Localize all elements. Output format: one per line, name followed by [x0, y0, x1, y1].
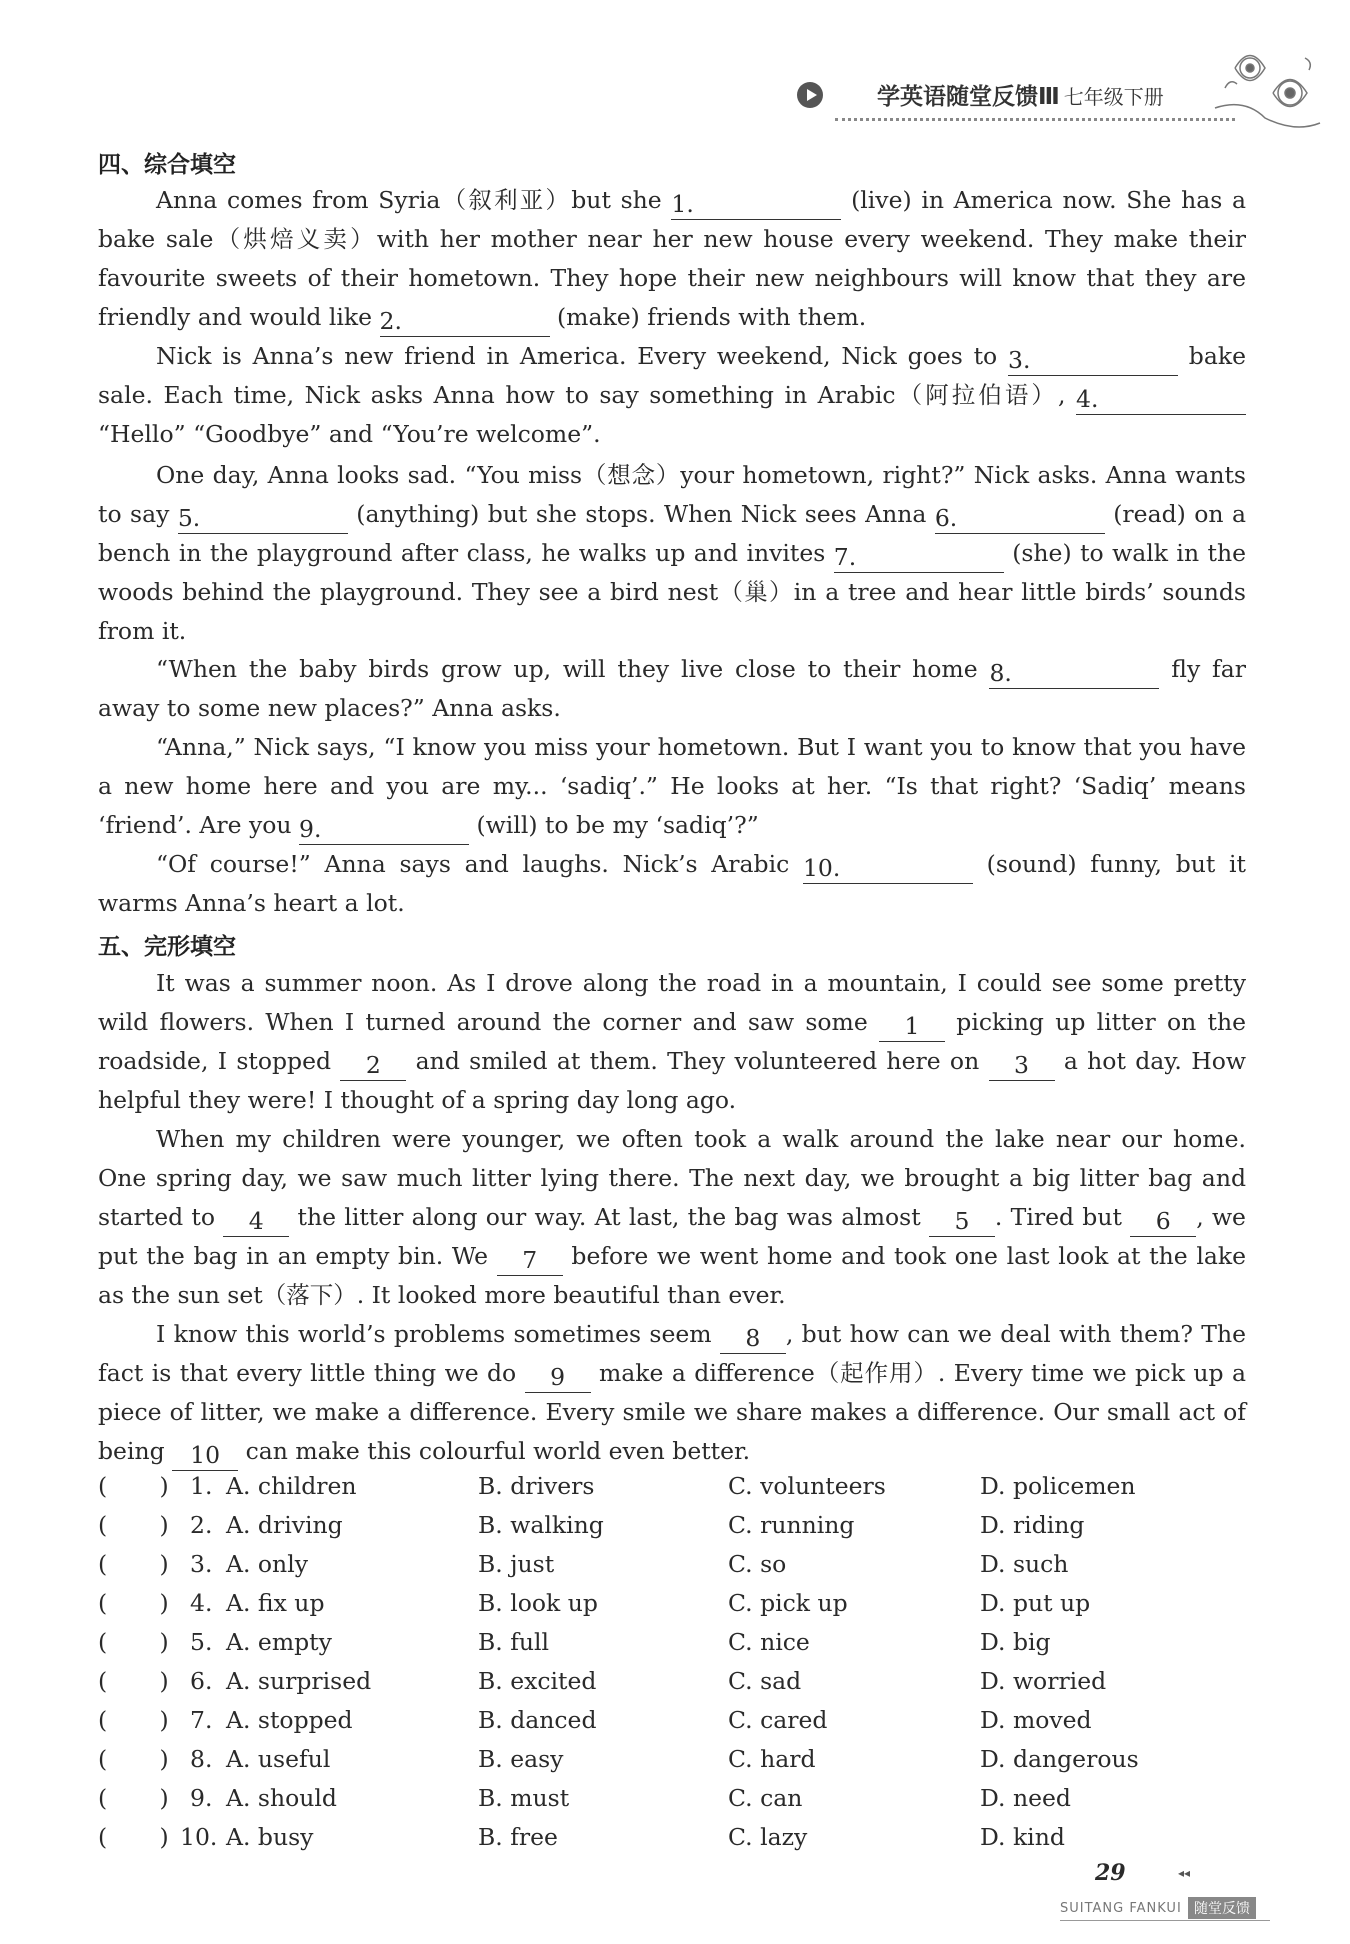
answer-blank-9[interactable]: 9.: [299, 814, 469, 845]
option-d[interactable]: D. need: [980, 1784, 1071, 1812]
option-a[interactable]: A. empty: [226, 1628, 332, 1656]
section-title-comprehensive-fill: 四、综合填空: [98, 152, 236, 178]
option-c[interactable]: C. so: [728, 1550, 787, 1578]
option-b[interactable]: B. excited: [478, 1667, 597, 1695]
option-d[interactable]: D. worried: [980, 1667, 1107, 1695]
option-b[interactable]: B. walking: [478, 1511, 604, 1539]
option-c[interactable]: C. cared: [728, 1706, 828, 1734]
s4-paragraph-3: One day, Anna looks sad. “You miss（想念）your hometown, right?” Nick asks. Anna wants to say 5. (anything) but she stops. When Nick sees Anna 6. (read) on a bench in the playground after class, he walks up and invites 7. (she) to walk in the woods behind the playground. They see a bird nest（巢）in a tree and hear little birds’ sounds from it.: [98, 461, 1247, 645]
option-b[interactable]: B. drivers: [478, 1472, 595, 1500]
cloze-blank-9[interactable]: 9: [525, 1362, 591, 1393]
answer-bracket[interactable]: ( ): [98, 1667, 169, 1695]
answer-blank-4[interactable]: 4.: [1076, 384, 1246, 415]
option-c[interactable]: C. nice: [728, 1628, 810, 1656]
option-c[interactable]: C. volunteers: [728, 1472, 886, 1500]
s4-paragraph-2: Nick is Anna’s new friend in America. Every weekend, Nick goes to 3. bake sale. Each time, Nick asks Anna how to say something in Arabic（阿拉伯语）, 4. “Hello” “Goodbye” and “You’re welcome”.: [98, 342, 1246, 448]
option-d[interactable]: D. put up: [980, 1589, 1091, 1617]
answer-blank-8[interactable]: 8.: [989, 658, 1159, 689]
option-b[interactable]: B. full: [478, 1628, 550, 1656]
option-row: ( ) 5. A. empty B. full C. nice D. big: [98, 1628, 1051, 1656]
series-badge: 随堂反馈: [1188, 1897, 1256, 1919]
option-c[interactable]: C. can: [728, 1784, 803, 1812]
option-row: ( ) 7. A. stopped B. danced C. cared D. moved: [98, 1706, 1092, 1734]
cloze-blank-7[interactable]: 7: [497, 1245, 563, 1276]
s4-paragraph-6: “Of course!” Anna says and laughs. Nick’s Arabic 10. (sound) funny, but it warms Anna’s heart a lot.: [98, 850, 1246, 917]
option-row: ( ) 6. A. surprised B. excited C. sad D. worried: [98, 1667, 1107, 1695]
answer-bracket[interactable]: ( ): [98, 1589, 169, 1617]
cloze-blank-2[interactable]: 2: [340, 1050, 406, 1081]
answer-bracket[interactable]: ( ): [98, 1745, 169, 1773]
answer-blank-5[interactable]: 5.: [178, 503, 348, 534]
option-a[interactable]: A. stopped: [226, 1706, 353, 1734]
flower-decoration-icon: [1205, 38, 1325, 138]
book-title: 学英语随堂反馈Ⅲ 七年级下册: [877, 84, 1164, 110]
option-row: ( ) 8. A. useful B. easy C. hard D. dangerous: [98, 1745, 1139, 1773]
answer-bracket[interactable]: ( ): [98, 1472, 169, 1500]
option-d[interactable]: D. dangerous: [980, 1745, 1139, 1773]
answer-blank-3[interactable]: 3.: [1008, 345, 1178, 376]
answer-blank-2[interactable]: 2.: [380, 306, 550, 337]
s4-paragraph-1: Anna comes from Syria（叙利亚）but she 1. (live) in America now. She has a bake sale（烘焙义卖）with her mother near her new house every weekend. They make their favourite sweets of their hometown. They hope their new neighbours will know that they are friendly and would like 2. (make) friends with them.: [98, 186, 1246, 335]
cloze-blank-10[interactable]: 10: [172, 1440, 238, 1471]
triangle-arrow-icon: ◂◂: [1178, 1866, 1191, 1880]
option-row: ( ) 2. A. driving B. walking C. running D. riding: [98, 1511, 1085, 1539]
option-b[interactable]: B. just: [478, 1550, 555, 1578]
option-row: ( ) 3. A. only B. just C. so D. such: [98, 1550, 1069, 1578]
option-a[interactable]: A. surprised: [226, 1667, 372, 1695]
answer-blank-1[interactable]: 1.: [671, 189, 841, 220]
answer-bracket[interactable]: ( ): [98, 1823, 169, 1851]
option-c[interactable]: C. sad: [728, 1667, 802, 1695]
option-d[interactable]: D. such: [980, 1550, 1069, 1578]
answer-bracket[interactable]: ( ): [98, 1511, 169, 1539]
cloze-blank-4[interactable]: 4: [223, 1206, 289, 1237]
cloze-blank-6[interactable]: 6: [1130, 1206, 1196, 1237]
option-row: ( ) 10. A. busy B. free C. lazy D. kind: [98, 1823, 1065, 1851]
page-header: [795, 78, 1235, 118]
option-a[interactable]: A. should: [226, 1784, 337, 1812]
option-a[interactable]: A. fix up: [226, 1589, 325, 1617]
answer-bracket[interactable]: ( ): [98, 1550, 169, 1578]
option-b[interactable]: B. look up: [478, 1589, 598, 1617]
cloze-blank-5[interactable]: 5: [929, 1206, 995, 1237]
series-pinyin: SUITANG FANKUI: [1060, 1901, 1182, 1916]
footer-rule: [1060, 1920, 1270, 1921]
page-number: 29: [1095, 1860, 1126, 1886]
option-c[interactable]: C. lazy: [728, 1823, 808, 1851]
option-d[interactable]: D. big: [980, 1628, 1051, 1656]
option-c[interactable]: C. hard: [728, 1745, 816, 1773]
option-d[interactable]: D. policemen: [980, 1472, 1136, 1500]
option-b[interactable]: B. easy: [478, 1745, 564, 1773]
s4-paragraph-4: “When the baby birds grow up, will they live close to their home 8. fly far away to some new places?” Anna asks.: [98, 655, 1246, 722]
answer-blank-7[interactable]: 7.: [834, 542, 1004, 573]
section-title-cloze: 五、完形填空: [98, 934, 236, 960]
option-a[interactable]: A. useful: [226, 1745, 331, 1773]
s4-paragraph-5: “Anna,” Nick says, “I know you miss your hometown. But I want you to know that you have a new home here and you are my... ‘sadiq’.” He looks at her. “Is that right? ‘Sadiq’ means ‘friend’. Are you 9. (will) to be my ‘sadiq’?”: [98, 733, 1246, 843]
option-row: ( ) 1. A. children B. drivers C. volunteers D. policemen: [98, 1472, 1136, 1500]
answer-blank-6[interactable]: 6.: [935, 503, 1105, 534]
option-row: ( ) 4. A. fix up B. look up C. pick up D. put up: [98, 1589, 1091, 1617]
cloze-blank-3[interactable]: 3: [989, 1050, 1055, 1081]
cloze-blank-8[interactable]: 8: [720, 1323, 786, 1354]
option-b[interactable]: B. free: [478, 1823, 558, 1851]
option-a[interactable]: A. busy: [226, 1823, 314, 1851]
option-a[interactable]: A. children: [226, 1472, 357, 1500]
answer-bracket[interactable]: ( ): [98, 1706, 169, 1734]
answer-blank-10[interactable]: 10.: [803, 853, 973, 884]
cloze-blank-1[interactable]: 1: [879, 1011, 945, 1042]
s5-paragraph-1: It was a summer noon. As I drove along the road in a mountain, I could see some pretty wild flowers. When I turned around the corner and saw some 1 picking up litter on the roadside, I stopped 2 and smiled at them. They volunteered here on 3 a hot day. How helpful they were! I thought of a spring day long ago.: [98, 969, 1247, 1114]
play-icon: [797, 82, 823, 108]
option-row: ( ) 9. A. should B. must C. can D. need: [98, 1784, 1071, 1812]
answer-bracket[interactable]: ( ): [98, 1628, 169, 1656]
answer-bracket[interactable]: ( ): [98, 1784, 169, 1812]
option-c[interactable]: C. running: [728, 1511, 855, 1539]
option-c[interactable]: C. pick up: [728, 1589, 848, 1617]
option-d[interactable]: D. moved: [980, 1706, 1092, 1734]
option-d[interactable]: D. riding: [980, 1511, 1085, 1539]
header-dotted-rule: [835, 118, 1235, 121]
option-a[interactable]: A. only: [226, 1550, 308, 1578]
cloze-options-list: [98, 1472, 1248, 1862]
option-b[interactable]: B. must: [478, 1784, 570, 1812]
option-d[interactable]: D. kind: [980, 1823, 1065, 1851]
option-b[interactable]: B. danced: [478, 1706, 597, 1734]
option-a[interactable]: A. driving: [226, 1511, 343, 1539]
s5-paragraph-3: I know this world’s problems sometimes seem 8 , but how can we deal with them? The fact is that every little thing we do 9 make a difference（起作用）. Every time we pick up a piece of litter, we make a difference. Every smile we share makes a difference. Our small act of being 10 can make this colourful world even better.: [98, 1320, 1246, 1469]
s5-paragraph-2: When my children were younger, we often took a walk around the lake near our home. One spring day, we saw much litter lying there. The next day, we brought a big litter bag and started to 4 the litter along our way. At last, the bag was almost 5 . Tired but 6 , we put the bag in an empty bin. We 7 before we went home and took one last look at the lake as the sun set（落下）. It looked more beautiful than ever.: [98, 1125, 1246, 1309]
